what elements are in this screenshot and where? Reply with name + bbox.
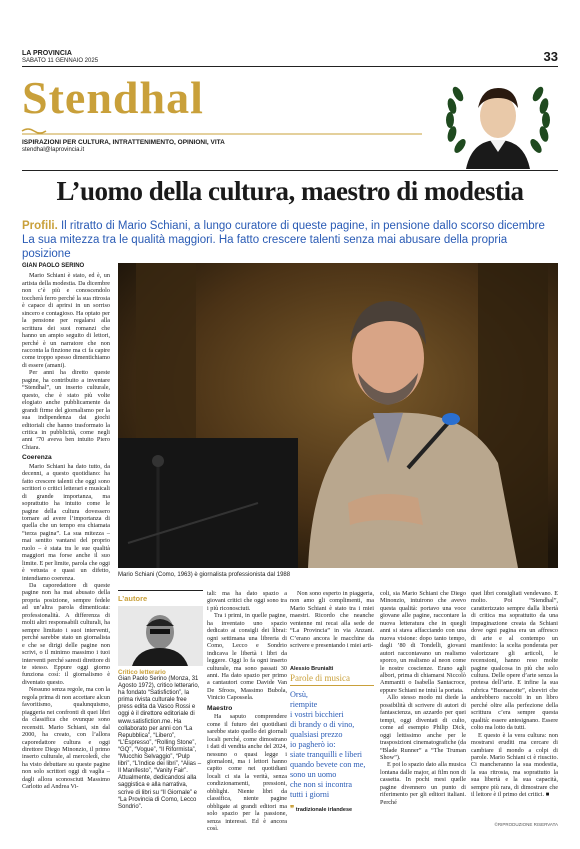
subheading: Maestro [207,704,233,712]
paragraph [471,732,558,800]
article-byline: GIAN PAOLO SERINO [22,263,85,269]
quote-line: io pagherò io: [290,740,336,749]
paragraph: quei libri consigliati vendevano. E molto. Poi “Stendhal”, caratterizzato sempre dalla libertà di critica ma soprattutto da una impaginazione creata da Schiani dove ogni pagina era un affresco di arte e al contempo un manifesto: la scelta ponderata per valorizzare gli articoli, le recensioni, hanno reso molte pagine qualcosa in più che solo cultura. Delle opere d’arte senza la pretesa dell’arte. E infine la sua rubrica “Buonanotte”, elzeviri che andrebbero raccolti in un libro perché oltre alla perfezione della scrittura c’era sempre questa qualità: essere antesignano. Essere colto ma lotto da tutti. [471,590,558,732]
header-divider [22,170,558,171]
subheading: Coerenza [22,454,52,462]
quote-line: i vostri bicchieri [290,710,344,719]
article-photo [118,263,558,568]
paper-name: LA PROVINCIA [22,50,72,57]
paragraph: Nessuno senza regole, ma con la regola prima di non accettare alcun favoritismo, qualunquismo, piaggeria nei confronti di quei libri da classifica che ovunque sono recensiti. Mario Schiani, sin dal 2000, ha creato, con l’allora caporedattore cultura e oggi direttore Diego Minonzio, il primo inserto culturale, al mercoledì, che ha visto debuttare su queste pagine non solo scrittori oggi di vaglia – dagli allora sconosciuti Massimo Carlotto ad Andrea Vi- [22,686,110,791]
article-headline: L’uomo della cultura, maestro di modestia [56,176,524,206]
article-kicker [22,219,558,261]
page-number: 33 [543,49,558,64]
article-column-6 [471,590,558,820]
quote-line: siate tranquilli e liberi [290,750,363,759]
article-column-5 [380,590,466,830]
section-tagline: ISPIRAZIONI PER CULTURA, INTRATTENIMENTO, OPINIONI, VITA [22,139,225,146]
article-column-4 [290,590,374,664]
paragraph: Mario Schiani ha dato tutto, da decenni, a questo quotidiano: ha fatto crescere talenti che oggi sono scrittori o critici letterari e musicali di grande importanza, ma soprattutto ha intuito come le pagine della cultura dovessero tornare ad avere l’importanza di quella che un tempo era chiamata “terza pagina”. La sua mitezza – mai sentito vantarsi del proprio ruolo – è stata tra le sue qualità maggiori ma forse anche il suo limite. E per limite, parola che oggi è vetusta e quasi un difetto, intendiamo coerenza. [22,462,110,582]
paragraph: E poi lo spazio dato alla musica lontana dalle major, ai film non di cassetta. In pochi mesi quelle pagine divennero un punto di riferimento per gli editori italiani. Perché [380,761,466,806]
quote-source-text: tradizionale irlandese [295,807,353,813]
paragraph: Mario Schiani è stato, ed è, un artista della modestia. Da dicembre non c’è più e conoscendolo toccherà ferro perché la sua ritrosia è capace di aprirsi in un sorriso sincero e contagioso. Ha optato per la pensione per regalarsi alla scrittura dei suoi romanzi che hanno un ampio seguito di lettori, perché è un narratore che non racconta la finzione ma ci fa capire come troppo spesso dimentichiamo di essere (amani). [22,272,110,369]
quote-line: di brandy o di vino, [290,720,355,729]
quote-line: Orsù, [290,690,308,699]
paragraph: coli, sia Mario Schiani che Diego Minonzio, intuirono che avevo questa qualità: portavo una voce giovane alle pagine, raccontare la nuova letteratura che in quegli anni si stava affacciando con una nuova visione: dopo tanto tempo, dagli ’80 di Tondelli, giovani autori raccontavano un realismo sporco, un realismo al neon come le nostre coscienze. Erano agli albori, prima di chiamarsi Niccolò Ammaniti o Isabella Santacroce, eppure Schiani ne intuì la portata. [380,590,466,694]
section-brand: Stendhal [22,72,204,123]
article-column-3 [207,590,287,833]
article-column-1 [22,263,110,843]
end-mark-icon: ■ [545,792,550,799]
section-email[interactable]: stendhal@laprovincia.it [22,147,85,153]
quote-line: che non si incontra [290,780,353,789]
quote-body [290,690,374,800]
author-photo [118,606,203,666]
paragraph: Da caporedattore di queste pagine non ha mai abusato della propria posizione, sempre fedele ad un’altra parola dimenticata: professionalità. A differenza di molti altri responsabili culturali, ha sempre limitato i suoi interventi, perché sarebbe stato un giornalista e che se dirigi delle pagine non scrivi, o il minimo massimo i tuoi interventi perché saresti direttore di te stesso. Eppure oggi giorno funziona così: il giornalismo è diventato questo. [22,582,110,686]
kicker-text: Il ritratto di Mario Schiani, a lungo curatore di queste pagine, in pensione dallo scorso dicembre La sua mitezza tra le qualità maggiori. Ha fatto crescere talenti senza mai abusare della propria posizione [22,220,545,260]
quote-line: riempite [290,700,318,709]
stendhal-portrait-laurel [438,74,558,169]
top-divider [22,66,558,67]
quote-source [290,804,374,813]
paragraph: tali: ma ha dato spazio a giovani critici che oggi sono tra i più riconosciuti. [207,590,287,612]
paragraph: Allo stesso modo mi diede la possibilità di scrivere di autori di fantascienza, un azzardo per quei tempi, oggi diventati di culto, come ad esempio Philip Dick, oggi lettissimo anche per le trasposizioni cinematografiche (da “Blade Runner” a “The Truman Show”). [380,694,466,761]
quote-box-title: Parole di musica [290,673,374,686]
quote-box-author: Alessio Brunialti [290,666,334,672]
paragraph: Ha saputo comprendere come il futuro dei quotidiani sarebbe stato quello dei giornali locali perché, come dimostrano i dati di vendita anche del 2024, nessuno o quasi legge i giornaloni, ma i lettori hanno capito come nei quotidiani locali ci sia la verità, senza condizionamenti, pressioni, obblighi. Niente libri da classifica, niente pagine obbligate ai grandi editori ma solo spazio per la passione, senza interessi. Ed è ancora così. [207,713,287,833]
quote-line: tutti i giorni [290,790,330,799]
author-box [118,590,203,812]
paragraph: Tra i primi, in quelle pagine, ha inventato uno spazio dedicato ai consigli dei librai: ogni settimana una libreria di Como, Lecco e Sondrio indicava le libertà i libri da leggere. Oggi lo fa ogni inserto culturale, ma sono passati 30 anni. Ha dato spazio per primo a cantautori come Davide Van De Sfroos, Massimo Bubola, Vinicio Capossela. [207,612,287,702]
paragraph-text: E questo è la vera cultura: non mostrarsi eruditi ma cercare di cambiare il mondo a colpi di parole. Mario Schiani ci è riuscito. Ci mancheranno la sua modestia, la sua ritrosia, ma soprattutto la sua libertà e la sua capacità, sempre più rara, di dimostrare che il lettore è il primo dei critici. [471,731,558,799]
paragraph: Non sono esperto in piaggeria, non amo gli complimenti, ma Mario Schiani è stato tra i miei maestri. Ricordo che neanche ventenne mi recai alla sede de “La Provincia” in via Anzani. C’erano ancora le macchine da scrivere e presentando i miei arti- [290,590,374,650]
issue-date: SABATO 11 GENNAIO 2025 [22,58,99,64]
quote-line: qualsiasi prezzo [290,730,343,739]
author-box-title: L’autore [118,590,203,603]
author-role: Critico letterario [118,669,166,676]
author-bio: Gian Paolo Serino (Monza, 31 Agosto 1972), critico letterario, ha fondato “Satisfiction”, la prima rivista culturale free press edita da Vasco Rossi e oggi è il direttore editoriale di www.satisfiction.me. Ha collaborato per anni con “La Repubblica”, “Libero”, “L’Espresso”, “Rolling Stone”, “GQ”, “Vogue”, “Il Riformista”, “Mucchio Selvaggio”, “Pulp libri”, “L’Indice dei libri”, “Alias – Il Manifesto”, “Vanity Fair”. Attualmente, dedicandosi alla saggistica e alla narrativa, scrive di libri su “Il Giornale” e “La Provincia di Como, Lecco Sondrio”. [118,676,202,810]
masthead [22,50,98,65]
quote-mark-icon: ❞ [290,804,295,813]
quote-line: quando bevete con me, [290,760,366,769]
music-quote-box [290,666,374,816]
brand-underline-ornament [22,127,422,135]
photo-caption: Mario Schiani (Como, 1963) è giornalista professionista dal 1988 [118,572,291,578]
copyright-notice: ©RIPRODUZIONE RISERVATA [494,822,558,827]
paragraph: Per anni ha diretto queste pagine, ha contribuito a inventare “Stendhal”, un inserto culturale, questo, che è stato più volte elogiato anche pubblicamente da grandi firme del giornalismo per la sua indipendenza dai giochi editoriali che hanno trasformato la critica in pubblicità, come negli anni ’70 aveva ben intuito Piero Chiara. [22,369,110,451]
quote-line: sono un uomo [290,770,337,779]
kicker-label: Profili. [22,220,58,232]
